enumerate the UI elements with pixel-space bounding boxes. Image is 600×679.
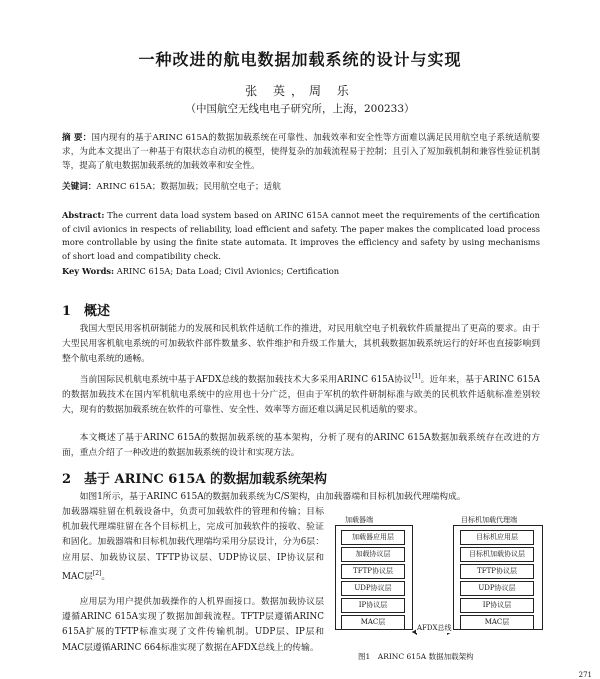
loader-title: 加载器端 xyxy=(345,516,373,524)
section-1-title: 概述 xyxy=(84,304,111,319)
target-title: 目标机加载代理端 xyxy=(461,516,517,524)
citation-2: [2] xyxy=(92,569,102,577)
paper-title: 一种改进的航电数据加载系统的设计与实现 xyxy=(138,50,462,69)
abstract-en xyxy=(62,209,540,263)
loader-layer-box: 加载协议层 xyxy=(341,547,405,562)
section-1-paragraph-2 xyxy=(62,369,540,419)
section-2-paragraph-2-a: 加载器端驻留在机载设备中，负责可加载软件的管理和传输；目标机加载代理端驻留在各个目标机上，完成可加载软件的接收、验证和固化。加载器端和目标机加载代理端均采用分层设计，分为6层：应用层、加载协议层、TFTP协议层、UDP协议层、IP协议层和MAC层 xyxy=(62,507,324,582)
section-1-paragraph-2-b: 。近年来，基于ARINC 615A的数据加载技术在国内军机航电系统中的应用也十分广泛，但由于军机的软件研制标准与欧美的民机软件适航标准差别较大，现有的数据加载系统在软件的可靠性、安全性、效率等方面还难以满足民机适航的要求。 xyxy=(62,374,540,416)
section-2-number: 2 xyxy=(62,472,72,487)
target-layer-box: IP协议层 xyxy=(460,598,534,613)
authors: 张 英，周 乐 xyxy=(245,84,355,98)
section-1-paragraph-3: 本文概述了基于ARINC 615A的数据加载系统的基本架构，分析了现有的ARINC 615A数据加载系统存在改进的方面，重点介绍了一种改进的数据加载系统的设计和实现方法。 xyxy=(62,433,540,459)
section-2-paragraph-1: 如图1所示，基于ARINC 615A的数据加载系统为C/S架构，由加载器端和目标机加载代理端构成。 xyxy=(79,492,466,502)
figure-architecture xyxy=(333,512,545,650)
section-2-paragraph-2-b: 。 xyxy=(101,571,111,582)
section-1-paragraph-1: 我国大型民用客机研制能力的发展和民机软件适航工作的推进，对民用航空电子机载软件质量提出了更高的要求。由于大型民用客机航电系统的可加载软件部件数量多、软件维护和升级工作量大，其机载数据加载系统运行的好坏也直接影响到整个航电系统的通畅。 xyxy=(62,324,540,365)
section-2-paragraph-3: 应用层为用户提供加载操作的人机界面接口。数据加载协议层遵循ARINC 615A实现了数据加卸载流程。TFTP层遵循ARINC 615A扩展的TFTP标准实现了文件传输机制。UDP层、IP层和MAC层遵循ARINC 664标准实现了数据在AFDX总线上的传输。 xyxy=(62,597,324,653)
abstract-cn-label: 摘 要： xyxy=(62,133,92,143)
target-layer-box: 目标机加载协议层 xyxy=(460,547,534,562)
loader-layer-box: UDP协议层 xyxy=(341,581,405,596)
afdx-bus-label: AFDX总线 xyxy=(417,624,452,632)
section-1-heading xyxy=(62,300,110,319)
section-1-number: 1 xyxy=(62,304,72,319)
affiliation: （中国航空无线电电子研究所，上海，200233） xyxy=(185,103,415,115)
keywords-en-text: ARINC 615A; Data Load; Civil Avionics; Certification xyxy=(116,266,340,276)
figure-caption: 图1 ARINC 615A 数据加载架构 xyxy=(358,652,474,661)
abstract-en-label: Abstract: xyxy=(62,210,105,220)
loader-layer-box: 加载器应用层 xyxy=(341,530,405,545)
section-2-paragraph-2 xyxy=(62,505,324,585)
citation-1: [1] xyxy=(412,373,421,380)
keywords-cn-text: ARINC 615A；数据加载；民用航空电子；适航 xyxy=(96,182,281,192)
keywords-en xyxy=(62,266,540,276)
abstract-en-text: The current data load system based on ARINC 615A cannot meet the requirements of the certification of civil avionics in respects of reliability, load efficient and safety. The paper makes the complicated load process more controllable by using the finite state automata. It improves the efficiency and safety by using mechanisms of short load and compatibility check. xyxy=(62,210,540,261)
keywords-cn-label: 关键词： xyxy=(62,182,97,192)
target-layer-box: TFTP协议层 xyxy=(460,564,534,579)
section-1-paragraph-2-a: 当前国际民机航电系统中基于AFDX总线的数据加载技术大多采用ARINC 615A协议 xyxy=(79,374,413,385)
loader-layer-box: IP协议层 xyxy=(341,598,405,613)
abstract-cn-text: 国内现有的基于ARINC 615A的数据加载系统在可靠性、加载效率和安全性等方面难以满足民用航空电子系统适航要求，为此本文提出了一种基于有限状态自动机的模型，使得复杂的加载流程易于控制；且引入了短加载机制和兼容性验证机制等，提高了航电数据加载系统的加载效率和安全性。 xyxy=(62,133,540,171)
keywords-cn xyxy=(62,180,540,192)
target-layer-box: MAC层 xyxy=(460,615,534,630)
keywords-en-label: Key Words: xyxy=(62,266,115,276)
section-2-title: 基于 ARINC 615A 的数据加载系统架构 xyxy=(84,472,328,487)
target-layer-box: UDP协议层 xyxy=(460,581,534,596)
page-number: 271 xyxy=(578,671,592,679)
abstract-cn xyxy=(62,131,540,173)
target-layer-box: 目标机应用层 xyxy=(460,530,534,545)
loader-layer-box: MAC层 xyxy=(341,615,405,630)
section-2-heading xyxy=(62,468,327,487)
loader-layer-box: TFTP协议层 xyxy=(341,564,405,579)
